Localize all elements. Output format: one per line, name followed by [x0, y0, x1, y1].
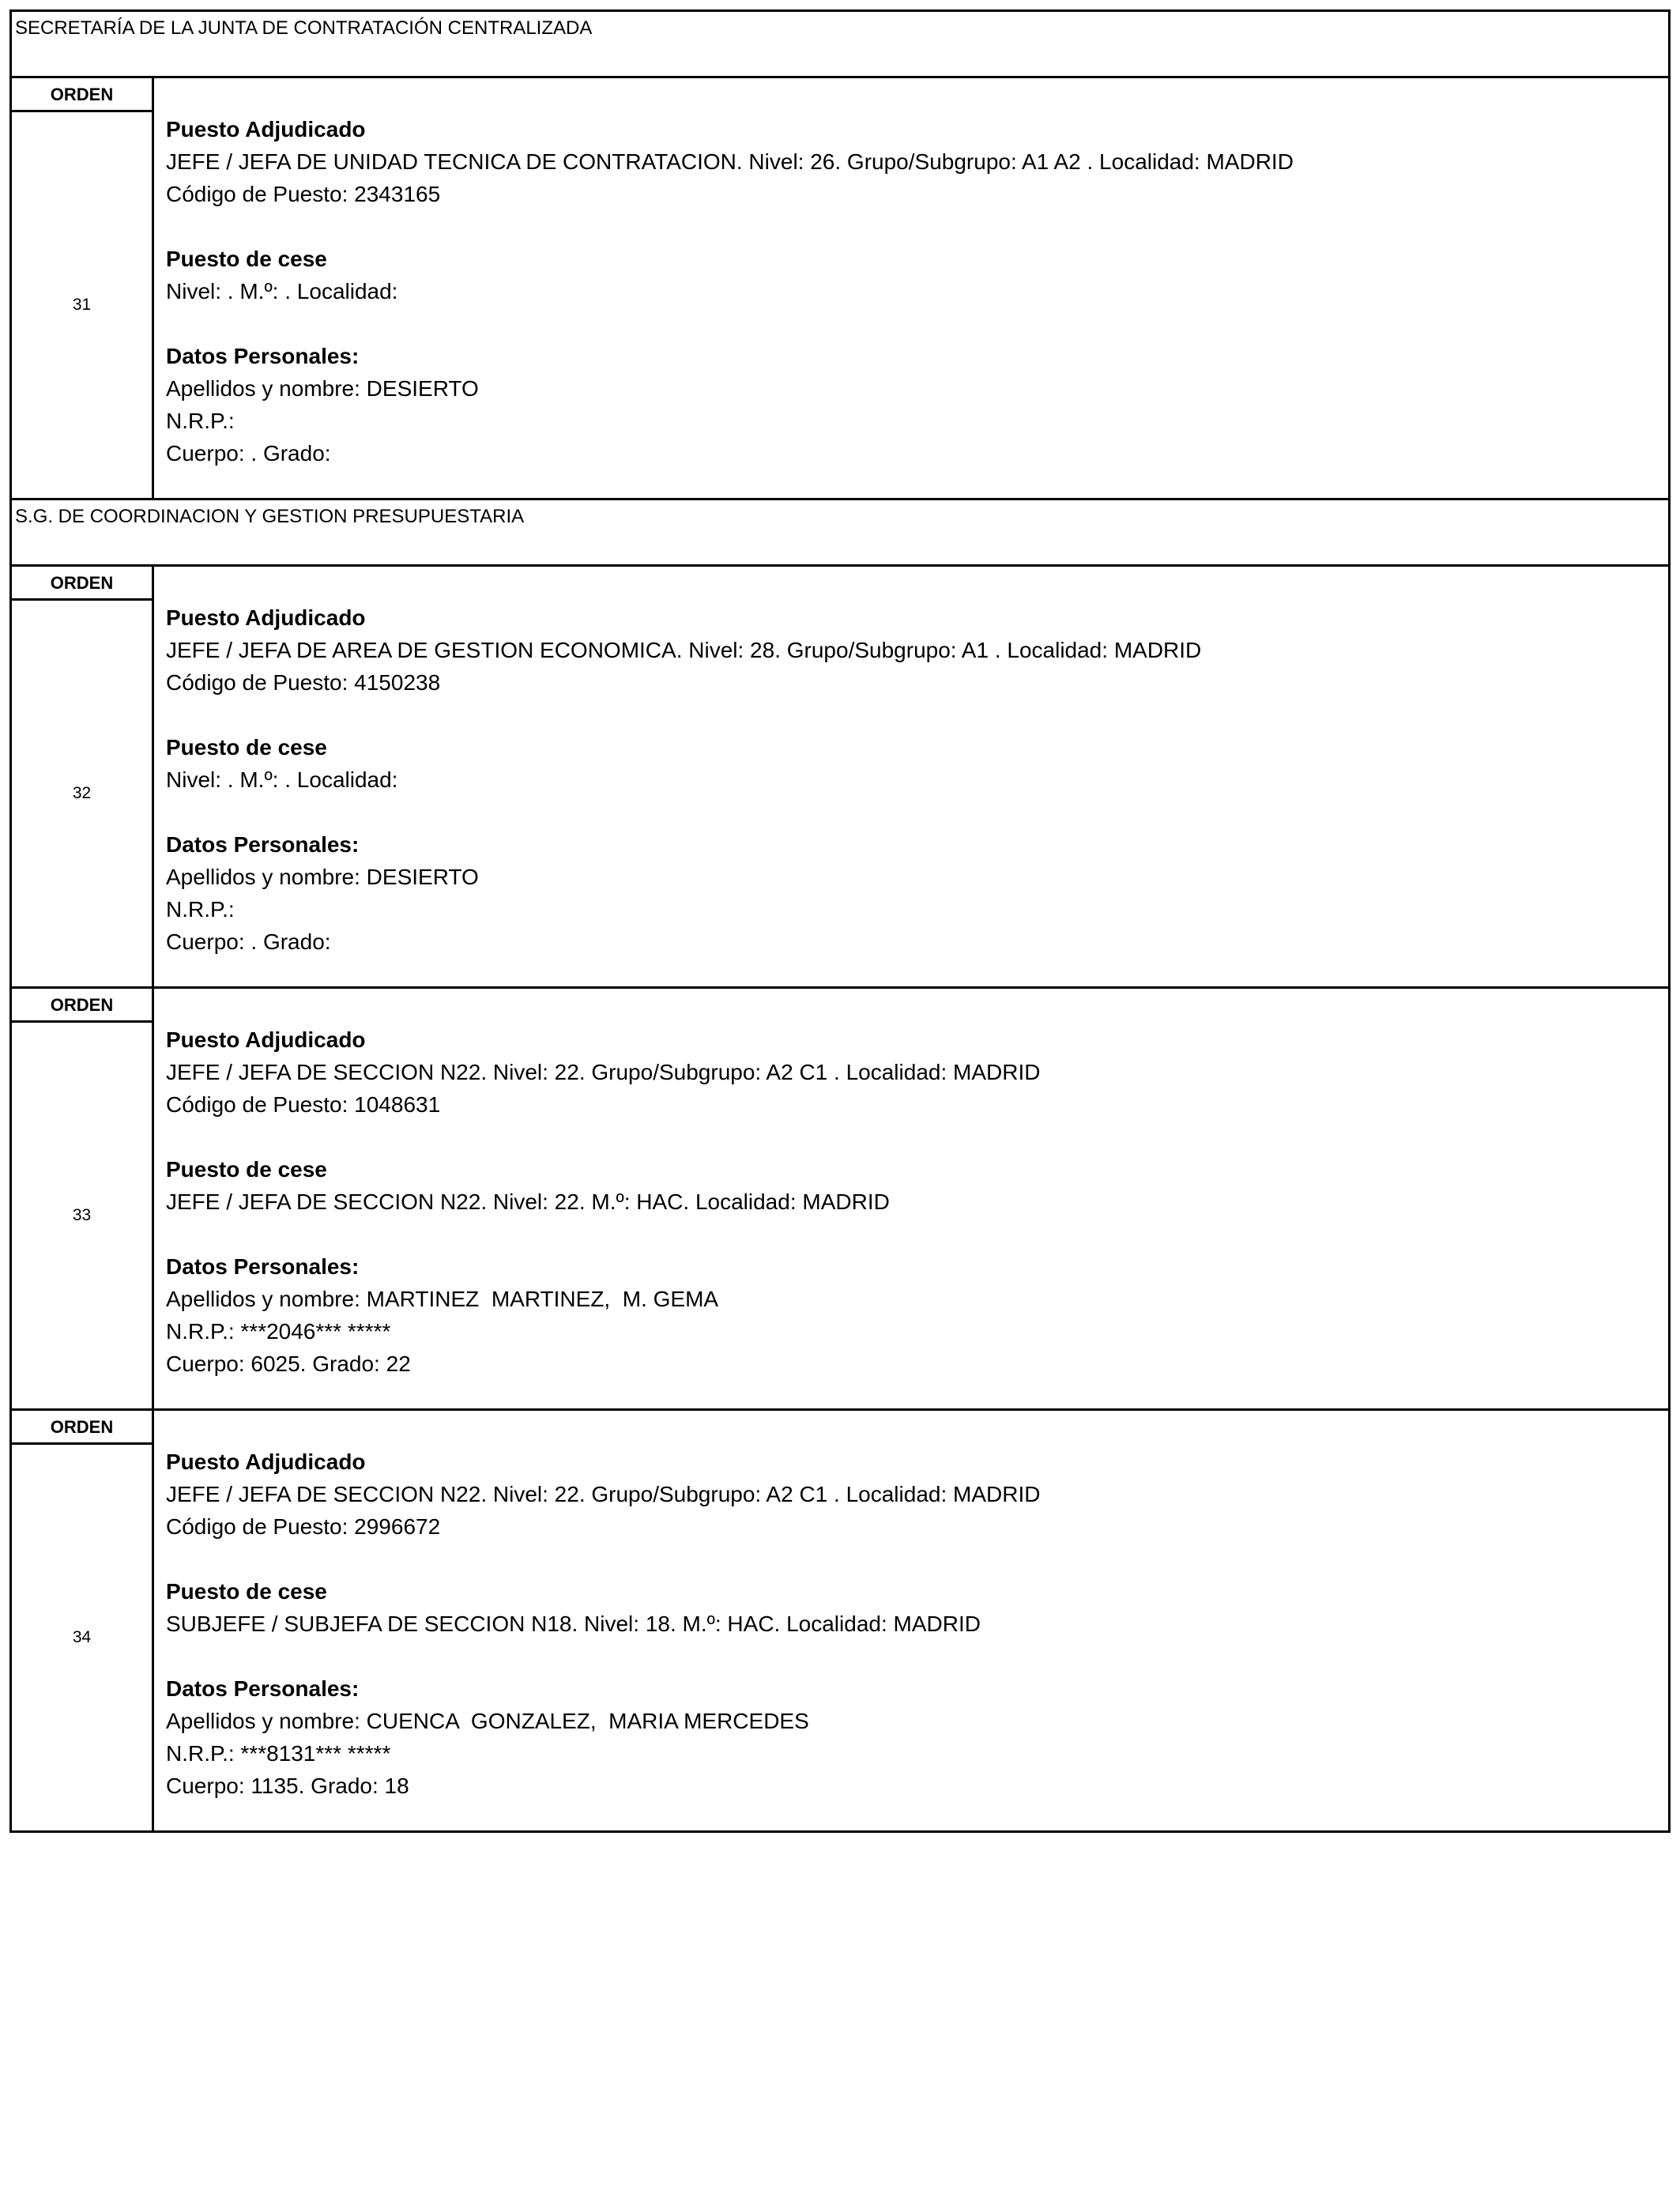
resolution-table: [9, 9, 1671, 1833]
entry-content: [166, 113, 1660, 469]
spacer: [166, 796, 1660, 828]
datos-personales-heading: Datos Personales:: [166, 1676, 360, 1701]
orden-column: [12, 78, 154, 498]
orden-number: 31: [72, 296, 92, 314]
codigo-puesto: Código de Puesto: 2996672: [166, 1514, 441, 1539]
nrp: N.R.P.: ***2046*** *****: [166, 1319, 391, 1344]
entry-row: [12, 76, 1668, 498]
codigo-puesto: Código de Puesto: 1048631: [166, 1092, 441, 1117]
puesto-cese-line: Nivel: . M.º: . Localidad:: [166, 767, 398, 792]
puesto-cese-heading: Puesto de cese: [166, 247, 327, 271]
datos-personales-heading: Datos Personales:: [166, 832, 360, 857]
entry-row: [12, 986, 1668, 1408]
codigo-puesto: Código de Puesto: 2343165: [166, 182, 441, 206]
orden-label: ORDEN: [12, 78, 152, 112]
orden-column: [12, 989, 154, 1408]
spacer: [166, 1543, 1660, 1575]
datos-personales-heading: Datos Personales:: [166, 344, 360, 368]
orden-number: 32: [72, 784, 92, 802]
apellidos-nombre: Apellidos y nombre: CUENCA GONZALEZ, MARIA MERCEDES: [166, 1709, 809, 1733]
cuerpo-grado: Cuerpo: . Grado:: [166, 441, 331, 466]
entry-content: [166, 601, 1660, 958]
apellidos-nombre: Apellidos y nombre: MARTINEZ MARTINEZ, M. GEMA: [166, 1287, 719, 1311]
unit-header: SECRETARÍA DE LA JUNTA DE CONTRATACIÓN CENTRALIZADA: [12, 9, 1668, 76]
entry-content: [166, 1023, 1660, 1380]
unit-header: S.G. DE COORDINACION Y GESTION PRESUPUESTARIA: [12, 498, 1668, 564]
spacer: [166, 1218, 1660, 1250]
puesto-cese-heading: Puesto de cese: [166, 735, 327, 760]
puesto-cese-line: JEFE / JEFA DE SECCION N22. Nivel: 22. M.º: HAC. Localidad: MADRID: [166, 1189, 890, 1214]
puesto-cese-line: Nivel: . M.º: . Localidad:: [166, 279, 398, 303]
orden-label: ORDEN: [12, 1411, 152, 1445]
puesto-cese-heading: Puesto de cese: [166, 1157, 327, 1182]
puesto-adjudicado-heading: Puesto Adjudicado: [166, 117, 366, 141]
apellidos-nombre: Apellidos y nombre: DESIERTO: [166, 865, 479, 889]
orden-label: ORDEN: [12, 989, 152, 1023]
codigo-puesto: Código de Puesto: 4150238: [166, 670, 441, 695]
puesto-adjudicado-heading: Puesto Adjudicado: [166, 1449, 366, 1474]
nrp: N.R.P.: ***8131*** *****: [166, 1741, 391, 1766]
spacer: [166, 1121, 1660, 1153]
spacer: [166, 307, 1660, 340]
cuerpo-grado: Cuerpo: 1135. Grado: 18: [166, 1774, 409, 1798]
puesto-adjudicado-heading: Puesto Adjudicado: [166, 1027, 366, 1052]
puesto-adjudicado-line: JEFE / JEFA DE AREA DE GESTION ECONOMICA. Nivel: 28. Grupo/Subgrupo: A1 . Localidad: MADRID: [166, 638, 1202, 662]
puesto-cese-line: SUBJEFE / SUBJEFA DE SECCION N18. Nivel: 18. M.º: HAC. Localidad: MADRID: [166, 1612, 981, 1636]
nrp: N.R.P.:: [166, 409, 235, 433]
orden-column: [12, 567, 154, 986]
cuerpo-grado: Cuerpo: 6025. Grado: 22: [166, 1351, 411, 1376]
puesto-adjudicado-line: JEFE / JEFA DE SECCION N22. Nivel: 22. Grupo/Subgrupo: A2 C1 . Localidad: MADRID: [166, 1060, 1041, 1084]
entry-row: [12, 564, 1668, 986]
puesto-cese-heading: Puesto de cese: [166, 1579, 327, 1604]
entry-content: [166, 1446, 1660, 1802]
orden-label: ORDEN: [12, 567, 152, 601]
spacer: [166, 210, 1660, 243]
spacer: [166, 699, 1660, 731]
nrp: N.R.P.:: [166, 897, 235, 922]
datos-personales-heading: Datos Personales:: [166, 1254, 360, 1279]
cuerpo-grado: Cuerpo: . Grado:: [166, 929, 331, 954]
orden-column: [12, 1411, 154, 1830]
puesto-adjudicado-line: JEFE / JEFA DE SECCION N22. Nivel: 22. Grupo/Subgrupo: A2 C1 . Localidad: MADRID: [166, 1482, 1041, 1506]
puesto-adjudicado-line: JEFE / JEFA DE UNIDAD TECNICA DE CONTRATACION. Nivel: 26. Grupo/Subgrupo: A1 A2 . Localidad: MADRID: [166, 149, 1294, 174]
entry-row: [12, 1408, 1668, 1830]
orden-number: 34: [72, 1628, 92, 1646]
orden-number: 33: [72, 1206, 92, 1224]
apellidos-nombre: Apellidos y nombre: DESIERTO: [166, 376, 479, 401]
spacer: [166, 1640, 1660, 1672]
puesto-adjudicado-heading: Puesto Adjudicado: [166, 605, 366, 630]
